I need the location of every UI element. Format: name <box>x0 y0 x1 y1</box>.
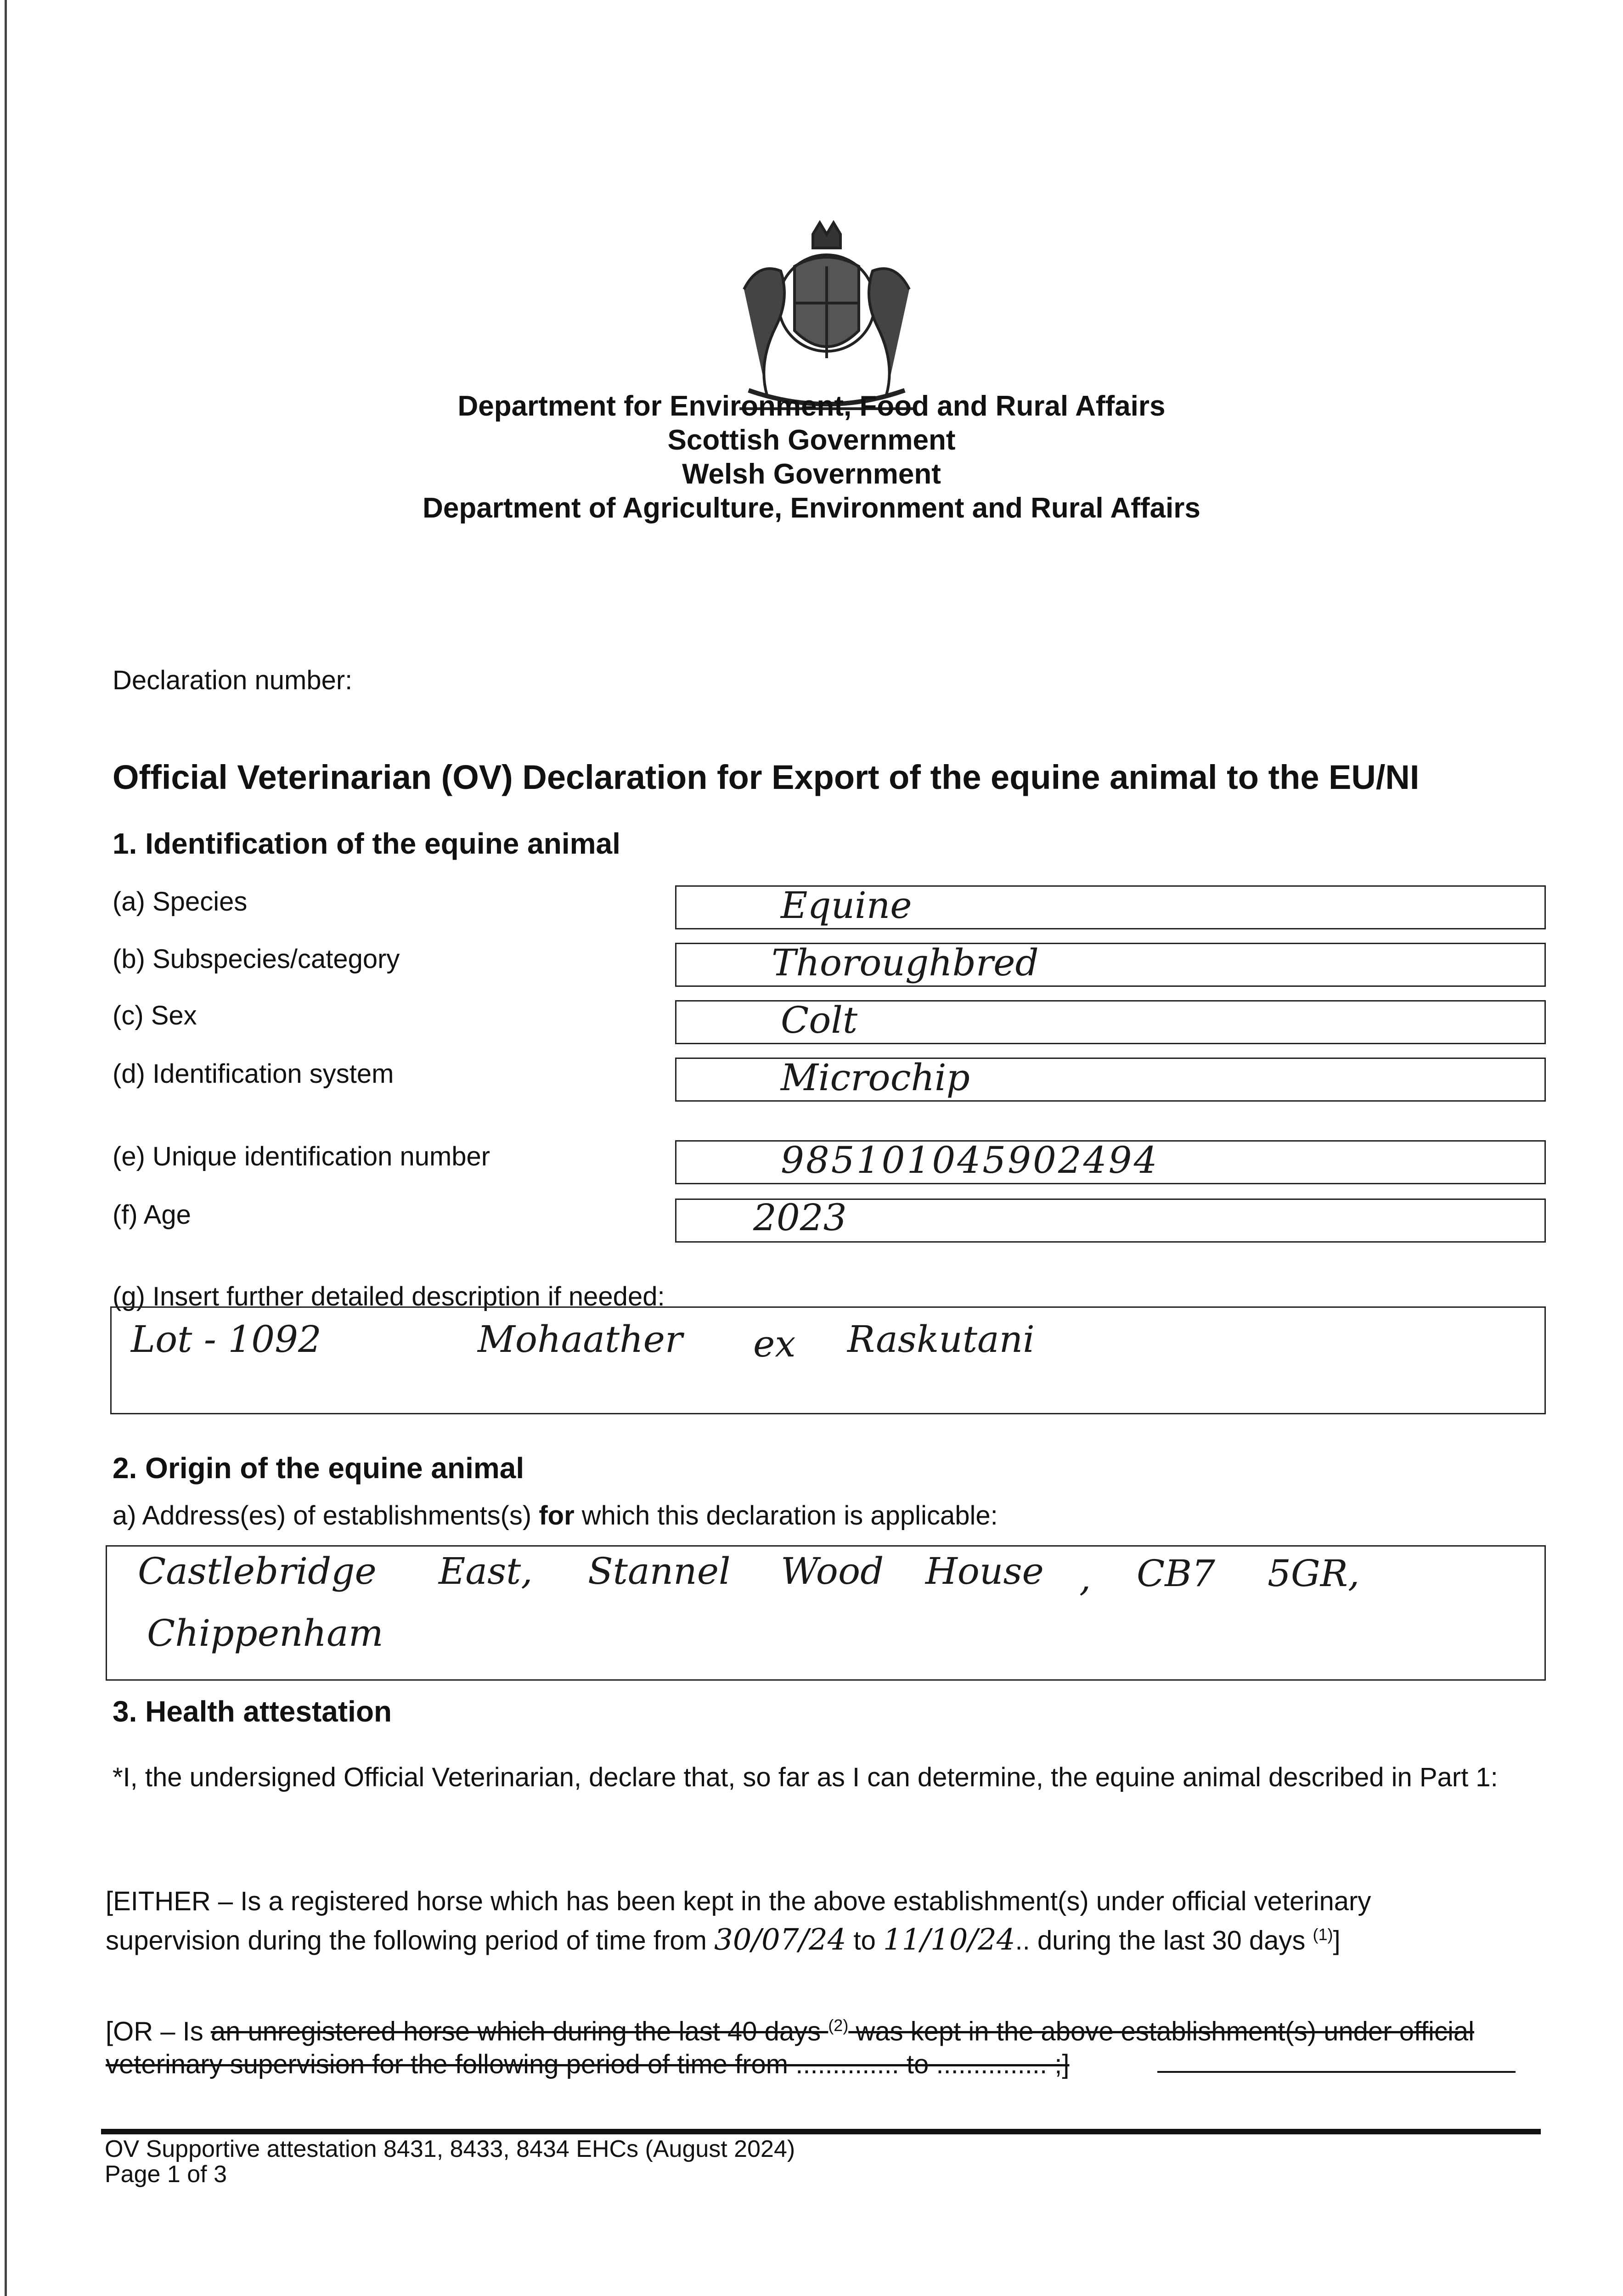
further-description-part: Lot - 1092 <box>131 1318 321 1361</box>
subspecies-value: Thoroughbred <box>772 941 1039 984</box>
address-label-bold: for <box>539 1501 575 1531</box>
age-label: (f) Age <box>113 1200 191 1230</box>
further-description-field[interactable] <box>110 1306 1546 1414</box>
address-part: East, <box>439 1550 533 1593</box>
either-line1: [EITHER – Is a registered horse which has been kept in the above establishment(s) under official veterinary <box>106 1886 1371 1916</box>
uin-label: (e) Unique identification number <box>113 1142 490 1171</box>
either-to-date: 11/10/24 <box>883 1923 1015 1957</box>
address-label-post: which this declaration is applicable: <box>574 1501 998 1531</box>
species-value: Equine <box>781 884 912 927</box>
address-label-pre: a) Address(es) of establishments(s) <box>113 1501 539 1531</box>
department-line: Scottish Government <box>667 424 956 456</box>
further-description-label: (g) Insert further detailed description if needed: <box>113 1282 665 1311</box>
sex-value: Colt <box>781 999 858 1041</box>
address-part: , <box>1079 1557 1091 1599</box>
further-description-part: Mohaather <box>478 1318 683 1361</box>
uin-value: 985101045902494 <box>781 1139 1159 1182</box>
either-line2-pre: supervision during the following period of time from <box>106 1925 714 1956</box>
either-end: ] <box>1333 1925 1341 1956</box>
either-clause <box>106 1885 1548 1957</box>
page-number: Page 1 of 3 <box>105 2161 227 2188</box>
department-names <box>0 389 1623 525</box>
or-struck-text: an unregistered horse which during the last 40 days <box>210 2016 828 2047</box>
either-mid: to <box>846 1925 884 1956</box>
address-part: House <box>925 1550 1044 1593</box>
address-part: Wood <box>781 1550 884 1593</box>
health-attestation-intro: *I, the undersigned Official Veterinarian, declare that, so far as I can determine, the equine animal described in Part 1: <box>113 1762 1498 1792</box>
or-prefix: [OR – Is <box>106 2016 211 2047</box>
declaration-number-label: Declaration number: <box>113 665 353 695</box>
either-footnote: (1) <box>1313 1925 1333 1944</box>
department-line: Department for Environment, Food and Rural Affairs <box>457 390 1166 422</box>
royal-coat-of-arms-icon <box>721 216 932 418</box>
strike-rule <box>1157 2071 1516 2073</box>
department-line: Welsh Government <box>682 458 941 490</box>
species-label: (a) Species <box>113 887 248 917</box>
or-line1 <box>106 2009 1548 2048</box>
address-part: CB7 <box>1137 1552 1215 1595</box>
document-title: Official Veterinarian (OV) Declaration for Export of the equine animal to the EU/NI <box>113 758 1420 796</box>
address-label <box>113 1500 998 1531</box>
or-struck-text: was kept in the above establishment(s) under official <box>848 2016 1474 2047</box>
footer-rule <box>101 2129 1541 2134</box>
address-part: Castlebridge <box>138 1550 377 1593</box>
further-description-part: Raskutani <box>847 1318 1035 1361</box>
either-from-date: 30/07/24 <box>714 1923 846 1957</box>
either-line2 <box>106 1918 1548 1957</box>
either-post: .. during the last 30 days <box>1015 1925 1313 1956</box>
address-part: Stannel <box>588 1550 731 1593</box>
age-value: 2023 <box>753 1196 847 1239</box>
further-description-part: ex <box>753 1322 796 1365</box>
section2-heading: 2. Origin of the equine animal <box>113 1452 524 1485</box>
footer-attestation-ref: OV Supportive attestation 8431, 8433, 8434 EHCs (August 2024) <box>105 2136 795 2162</box>
identification-system-value: Microchip <box>781 1056 970 1099</box>
sex-label: (c) Sex <box>113 1001 197 1030</box>
department-line: Department of Agriculture, Environment and Rural Affairs <box>423 492 1200 524</box>
scan-edge <box>5 0 7 2296</box>
or-clause <box>106 2009 1548 2081</box>
address-part: 5GR, <box>1268 1552 1360 1595</box>
section1-heading: 1. Identification of the equine animal <box>113 827 620 860</box>
or-footnote: (2) <box>828 2016 849 2035</box>
subspecies-label: (b) Subspecies/category <box>113 944 400 974</box>
or-line2: veterinary supervision for the following period of time from .............. to ............... ;] <box>106 2049 1070 2080</box>
address-line2: Chippenham <box>147 1612 383 1654</box>
identification-system-label: (d) Identification system <box>113 1059 394 1089</box>
section3-heading: 3. Health attestation <box>113 1695 392 1728</box>
